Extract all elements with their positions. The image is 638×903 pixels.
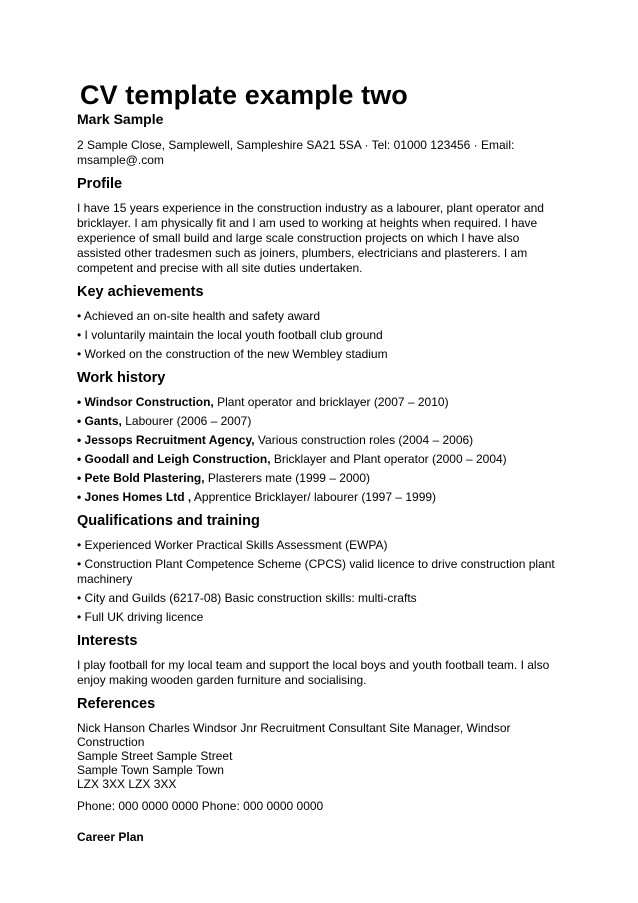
achievements-heading: Key achievements xyxy=(77,284,204,300)
list-item: • Achieved an on-site health and safety award xyxy=(77,309,321,323)
list-item xyxy=(77,433,557,448)
job-detail: Apprentice Bricklayer/ labourer (1997 – 1999) xyxy=(191,490,437,504)
job-detail: Labourer (2006 – 2007) xyxy=(121,414,252,428)
achievements-list xyxy=(77,309,557,362)
list-item: • Construction Plant Competence Scheme (CPCS) valid licence to drive construction plant machinery xyxy=(77,557,555,586)
reference-line: LZX 3XX LZX 3XX xyxy=(77,777,177,791)
interests-text: I play football for my local team and support the local boys and youth football team. I also enjoy making wooden garden furniture and socialising. xyxy=(77,658,550,687)
reference-line: Nick Hanson Charles Windsor Jnr Recruitment Consultant Site Manager, Windsor Construction xyxy=(77,721,511,749)
qualifications-heading: Qualifications and training xyxy=(77,513,260,529)
list-item xyxy=(77,414,557,429)
list-item xyxy=(77,452,557,467)
list-item xyxy=(77,471,557,486)
career-plan-heading: Career Plan xyxy=(77,830,144,844)
list-item: • Full UK driving licence xyxy=(77,610,204,624)
employer-name: • Jessops Recruitment Agency, xyxy=(77,433,255,447)
employer-name: • Windsor Construction, xyxy=(77,395,214,409)
interests-heading: Interests xyxy=(77,633,138,649)
job-detail: Plant operator and bricklayer (2007 – 2010) xyxy=(213,395,449,409)
list-item: • I voluntarily maintain the local youth football club ground xyxy=(77,328,383,342)
reference-line: Sample Street Sample Street xyxy=(77,749,233,763)
document-title: CV template example two xyxy=(80,80,408,110)
job-detail: Plasterers mate (1999 – 2000) xyxy=(204,471,370,485)
references-phone: Phone: 000 0000 0000 Phone: 000 0000 0000 xyxy=(77,799,324,813)
contact-details: 2 Sample Close, Samplewell, Sampleshire SA21 5SA · Tel: 01000 123456 · Email: msample@.com xyxy=(77,138,515,167)
employer-name: • Pete Bold Plastering, xyxy=(77,471,205,485)
qualifications-list xyxy=(77,538,557,625)
list-item: • Worked on the construction of the new Wembley stadium xyxy=(77,347,388,361)
list-item: • City and Guilds (6217-08) Basic construction skills: multi-crafts xyxy=(77,591,417,605)
candidate-name: Mark Sample xyxy=(77,111,164,127)
list-item xyxy=(77,490,557,505)
references-heading: References xyxy=(77,696,156,712)
job-detail: Bricklayer and Plant operator (2000 – 2004) xyxy=(270,452,507,466)
work-history-list xyxy=(77,395,557,505)
profile-text: I have 15 years experience in the construction industry as a labourer, plant operator and bricklayer. I am physically fit and I am used to working at heights when required. I have experience of small build and large scale construction projects on which I have also assisted other tradesmen such as joiners, plumbers, electricians and plasterers. I am competent and precise with all site duties undertaken. xyxy=(77,201,544,275)
work-history-heading: Work history xyxy=(77,370,166,386)
employer-name: • Gants, xyxy=(77,414,122,428)
cv-document xyxy=(77,80,557,845)
reference-line: Sample Town Sample Town xyxy=(77,763,224,777)
references-address xyxy=(77,721,557,791)
profile-heading: Profile xyxy=(77,176,123,192)
job-detail: Various construction roles (2004 – 2006) xyxy=(254,433,474,447)
list-item xyxy=(77,395,557,410)
employer-name: • Goodall and Leigh Construction, xyxy=(77,452,271,466)
employer-name: • Jones Homes Ltd , xyxy=(77,490,192,504)
list-item: • Experienced Worker Practical Skills Assessment (EWPA) xyxy=(77,538,388,552)
